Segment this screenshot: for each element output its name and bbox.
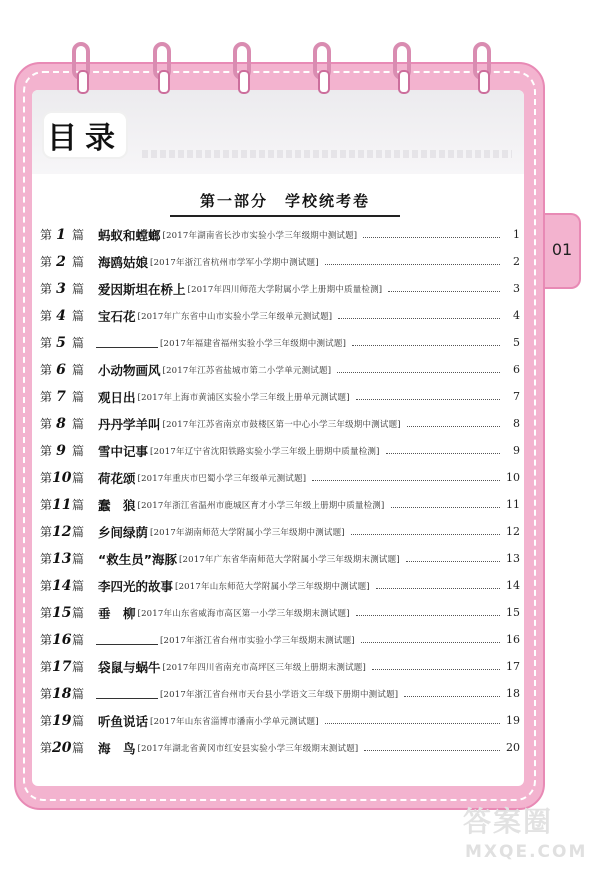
- toc-leader-dots: [363, 237, 500, 238]
- toc-page-number: 13: [506, 552, 520, 565]
- toc-page-number: 8: [513, 417, 520, 430]
- toc-di-label: 第: [40, 687, 53, 701]
- toc-leader-dots: [406, 561, 500, 562]
- toc-pian-label: 篇: [72, 606, 85, 620]
- toc-source: [2017年上海市黄浦区实验小学三年级上册单元测试题]: [137, 392, 350, 403]
- toc-leader-dots: [372, 669, 500, 670]
- watermark-main: 答案圈: [463, 805, 554, 838]
- toc-source: [2017年福建省福州实验小学三年级期中测试题]: [160, 338, 347, 349]
- toc-di-label: 第: [40, 390, 53, 404]
- toc-di-label: 第: [40, 525, 53, 539]
- toc-pian-label: 篇: [72, 525, 85, 539]
- toc-row[interactable]: [40, 437, 520, 464]
- toc-source: [2017年四川师范大学附属小学上册期中质量检测]: [187, 284, 383, 295]
- toc-page-number: 17: [506, 660, 520, 673]
- toc-pian-label: 篇: [72, 390, 85, 404]
- toc-pian-label: 篇: [72, 471, 85, 485]
- toc-title[interactable]: 宝石花: [98, 308, 136, 324]
- toc-row[interactable]: [40, 572, 520, 599]
- toc-di-label: 第: [40, 255, 53, 269]
- toc-page-number: 12: [506, 525, 520, 538]
- toc-number: 11: [52, 496, 72, 513]
- toc-leader-dots: [388, 291, 500, 292]
- toc-pian-label: 篇: [72, 660, 85, 674]
- toc-number: 15: [52, 604, 72, 621]
- toc-leader-dots: [338, 318, 500, 319]
- toc-leader-dots: [356, 615, 500, 616]
- toc-di-label: 第: [40, 417, 53, 431]
- toc-source: [2017年四川省南充市高坪区三年级上册期末测试题]: [162, 662, 367, 673]
- toc-pian-label: 篇: [72, 741, 85, 755]
- toc-source: [2017年江苏省盐城市第二小学单元测试题]: [162, 365, 332, 376]
- toc-number: 1: [56, 226, 66, 243]
- toc-page-number: 3: [513, 282, 520, 295]
- toc-title[interactable]: 海 鸟: [98, 740, 136, 756]
- toc-leader-dots: [312, 480, 500, 481]
- toc-row[interactable]: [40, 518, 520, 545]
- toc-di-label: 第: [40, 660, 53, 674]
- toc-number: 4: [56, 307, 66, 324]
- toc-number: 9: [56, 442, 66, 459]
- side-tab: [545, 213, 581, 289]
- toc-pian-label: 篇: [72, 579, 85, 593]
- toc-title[interactable]: 观日出: [98, 389, 136, 405]
- title-box: [42, 111, 128, 159]
- toc-leader-dots: [404, 696, 500, 697]
- toc-pian-label: 篇: [72, 363, 85, 377]
- toc-title[interactable]: 丹丹学羊叫: [98, 416, 161, 432]
- page-title: 目录: [47, 121, 123, 156]
- toc-row[interactable]: [40, 491, 520, 518]
- toc-di-label: 第: [40, 363, 53, 377]
- toc-pian-label: 篇: [72, 687, 85, 701]
- toc-source: [2017年山东省威海市高区第一小学三年级期末测试题]: [137, 608, 350, 619]
- toc-row[interactable]: [40, 410, 520, 437]
- toc-number: 19: [52, 712, 72, 729]
- toc-di-label: 第: [40, 444, 53, 458]
- toc-leader-dots: [351, 534, 500, 535]
- toc-pian-label: 篇: [72, 714, 85, 728]
- toc-page-number: 1: [513, 228, 520, 241]
- toc-page-number: 10: [506, 471, 520, 484]
- toc-leader-dots: [364, 750, 500, 751]
- toc-pian-label: 篇: [72, 633, 85, 647]
- binder-ring-icon: [233, 42, 251, 80]
- toc-page-number: 11: [506, 498, 520, 511]
- toc-page-number: 18: [506, 687, 520, 700]
- binder-ring-icon: [473, 42, 491, 80]
- toc-row[interactable]: [40, 653, 520, 680]
- side-tab-number: 01: [551, 240, 573, 259]
- toc-di-label: 第: [40, 471, 53, 485]
- toc-page-number: 9: [513, 444, 520, 457]
- toc-source: [2017年浙江省温州市鹿城区育才小学三年级上册期中质量检测]: [137, 500, 385, 511]
- toc-row[interactable]: [40, 221, 520, 248]
- toc-di-label: 第: [40, 228, 53, 242]
- toc-number: 3: [56, 280, 66, 297]
- header-faint-text: [142, 150, 512, 158]
- toc-pian-label: 篇: [72, 417, 85, 431]
- toc-list: [40, 221, 520, 761]
- toc-page-number: 4: [513, 309, 520, 322]
- toc-row[interactable]: [40, 464, 520, 491]
- toc-title-blank: [96, 634, 158, 645]
- toc-number: 8: [56, 415, 66, 432]
- toc-source: [2017年广东省中山市实验小学三年级单元测试题]: [137, 311, 333, 322]
- toc-di-label: 第: [40, 606, 53, 620]
- watermark-logo: [455, 800, 588, 864]
- toc-title[interactable]: “救生员”海豚: [98, 551, 177, 567]
- toc-page-number: 6: [513, 363, 520, 376]
- toc-pian-label: 篇: [72, 228, 85, 242]
- toc-pian-label: 篇: [72, 255, 85, 269]
- toc-page-number: 5: [513, 336, 520, 349]
- toc-number: 10: [52, 469, 72, 486]
- toc-leader-dots: [352, 345, 500, 346]
- toc-di-label: 第: [40, 741, 53, 755]
- toc-row[interactable]: [40, 707, 520, 734]
- toc-title[interactable]: 蠢 狼: [98, 497, 136, 513]
- toc-number: 5: [56, 334, 66, 351]
- binder-ring-icon: [153, 42, 171, 80]
- toc-pian-label: 篇: [72, 309, 85, 323]
- toc-di-label: 第: [40, 282, 53, 296]
- toc-page-number: 20: [506, 741, 520, 754]
- toc-leader-dots: [356, 399, 500, 400]
- toc-leader-dots: [391, 507, 500, 508]
- toc-number: 14: [52, 577, 72, 594]
- toc-leader-dots: [407, 426, 500, 427]
- toc-pian-label: 篇: [72, 444, 85, 458]
- toc-source: [2017年湖南省长沙市实验小学三年级期中测试题]: [162, 230, 358, 241]
- toc-title[interactable]: 爱因斯坦在桥上: [98, 281, 186, 297]
- binder-ring-icon: [72, 42, 90, 80]
- toc-title[interactable]: 雪中记事: [98, 443, 149, 459]
- toc-pian-label: 篇: [72, 336, 85, 350]
- toc-leader-dots: [325, 723, 500, 724]
- toc-title[interactable]: 荷花颂: [98, 470, 136, 486]
- toc-source: [2017年山东师范大学附属小学三年级期中测试题]: [175, 581, 370, 592]
- toc-di-label: 第: [40, 579, 53, 593]
- toc-source: [2017年湖北省黄冈市红安县实验小学三年级期末测试题]: [137, 743, 359, 754]
- toc-leader-dots: [325, 264, 500, 265]
- toc-source: [2017年辽宁省沈阳铁路实验小学三年级上册期中质量检测]: [150, 446, 380, 457]
- toc-source: [2017年广东省华南师范大学附属小学三年级期末测试题]: [178, 554, 400, 565]
- toc-source: [2017年江苏省南京市鼓楼区第一中心小学三年级期中测试题]: [162, 419, 401, 430]
- binder-ring-icon: [393, 42, 411, 80]
- toc-di-label: 第: [40, 498, 53, 512]
- toc-pian-label: 篇: [72, 498, 85, 512]
- section-title: 第一部分 学校统考卷: [170, 190, 400, 217]
- toc-number: 6: [56, 361, 66, 378]
- toc-row[interactable]: [40, 626, 520, 653]
- toc-row[interactable]: [40, 383, 520, 410]
- watermark-sub: MXQE.COM: [465, 842, 588, 862]
- toc-page-number: 2: [513, 255, 520, 268]
- toc-row[interactable]: [40, 302, 520, 329]
- toc-page-number: 16: [506, 633, 520, 646]
- toc-title[interactable]: 小动物画风: [98, 362, 161, 378]
- toc-number: 2: [56, 253, 66, 270]
- toc-title[interactable]: 乡间绿荫: [98, 524, 149, 540]
- binder-ring-icon: [313, 42, 331, 80]
- toc-title-blank: [96, 337, 158, 348]
- toc-di-label: 第: [40, 714, 53, 728]
- toc-source: [2017年浙江省台州市天台县小学语文三年级下册期中测试题]: [160, 689, 399, 700]
- toc-title[interactable]: 海鸥姑娘: [98, 254, 149, 270]
- toc-pian-label: 篇: [72, 552, 85, 566]
- toc-row[interactable]: [40, 680, 520, 707]
- toc-row[interactable]: [40, 734, 520, 761]
- toc-page-number: 7: [513, 390, 520, 403]
- toc-row[interactable]: [40, 545, 520, 572]
- toc-number: 13: [52, 550, 72, 567]
- toc-number: 7: [56, 388, 66, 405]
- toc-number: 12: [52, 523, 72, 540]
- toc-row[interactable]: [40, 275, 520, 302]
- toc-number: 17: [52, 658, 72, 675]
- toc-title[interactable]: 袋鼠与蜗牛: [98, 659, 161, 675]
- toc-page-number: 19: [506, 714, 520, 727]
- toc-source: [2017年湖南师范大学附属小学三年级期中测试题]: [150, 527, 345, 538]
- toc-source: [2017年山东省淄博市潘南小学单元测试题]: [150, 716, 319, 727]
- toc-title-blank: [96, 688, 158, 699]
- toc-di-label: 第: [40, 552, 53, 566]
- toc-title[interactable]: 听鱼说话: [98, 713, 149, 729]
- toc-source: [2017年重庆市巴蜀小学三年级单元测试题]: [137, 473, 307, 484]
- toc-leader-dots: [386, 453, 500, 454]
- toc-title[interactable]: 垂 柳: [98, 605, 136, 621]
- toc-di-label: 第: [40, 633, 53, 647]
- toc-page-number: 15: [506, 606, 520, 619]
- toc-row[interactable]: [40, 329, 520, 356]
- toc-title[interactable]: 蚂蚁和螳螂: [98, 227, 161, 243]
- toc-source: [2017年浙江省杭州市学军小学期中测试题]: [150, 257, 319, 268]
- toc-source: [2017年浙江省台州市实验小学三年级期末测试题]: [160, 635, 355, 646]
- toc-row[interactable]: [40, 248, 520, 275]
- toc-title[interactable]: 李四光的故事: [98, 578, 174, 594]
- toc-number: 18: [52, 685, 72, 702]
- toc-pian-label: 篇: [72, 282, 85, 296]
- toc-leader-dots: [361, 642, 500, 643]
- toc-number: 16: [52, 631, 72, 648]
- toc-di-label: 第: [40, 309, 53, 323]
- toc-leader-dots: [376, 588, 500, 589]
- toc-page-number: 14: [506, 579, 520, 592]
- toc-di-label: 第: [40, 336, 53, 350]
- toc-number: 20: [52, 739, 72, 756]
- toc-row[interactable]: [40, 356, 520, 383]
- toc-row[interactable]: [40, 599, 520, 626]
- toc-leader-dots: [337, 372, 500, 373]
